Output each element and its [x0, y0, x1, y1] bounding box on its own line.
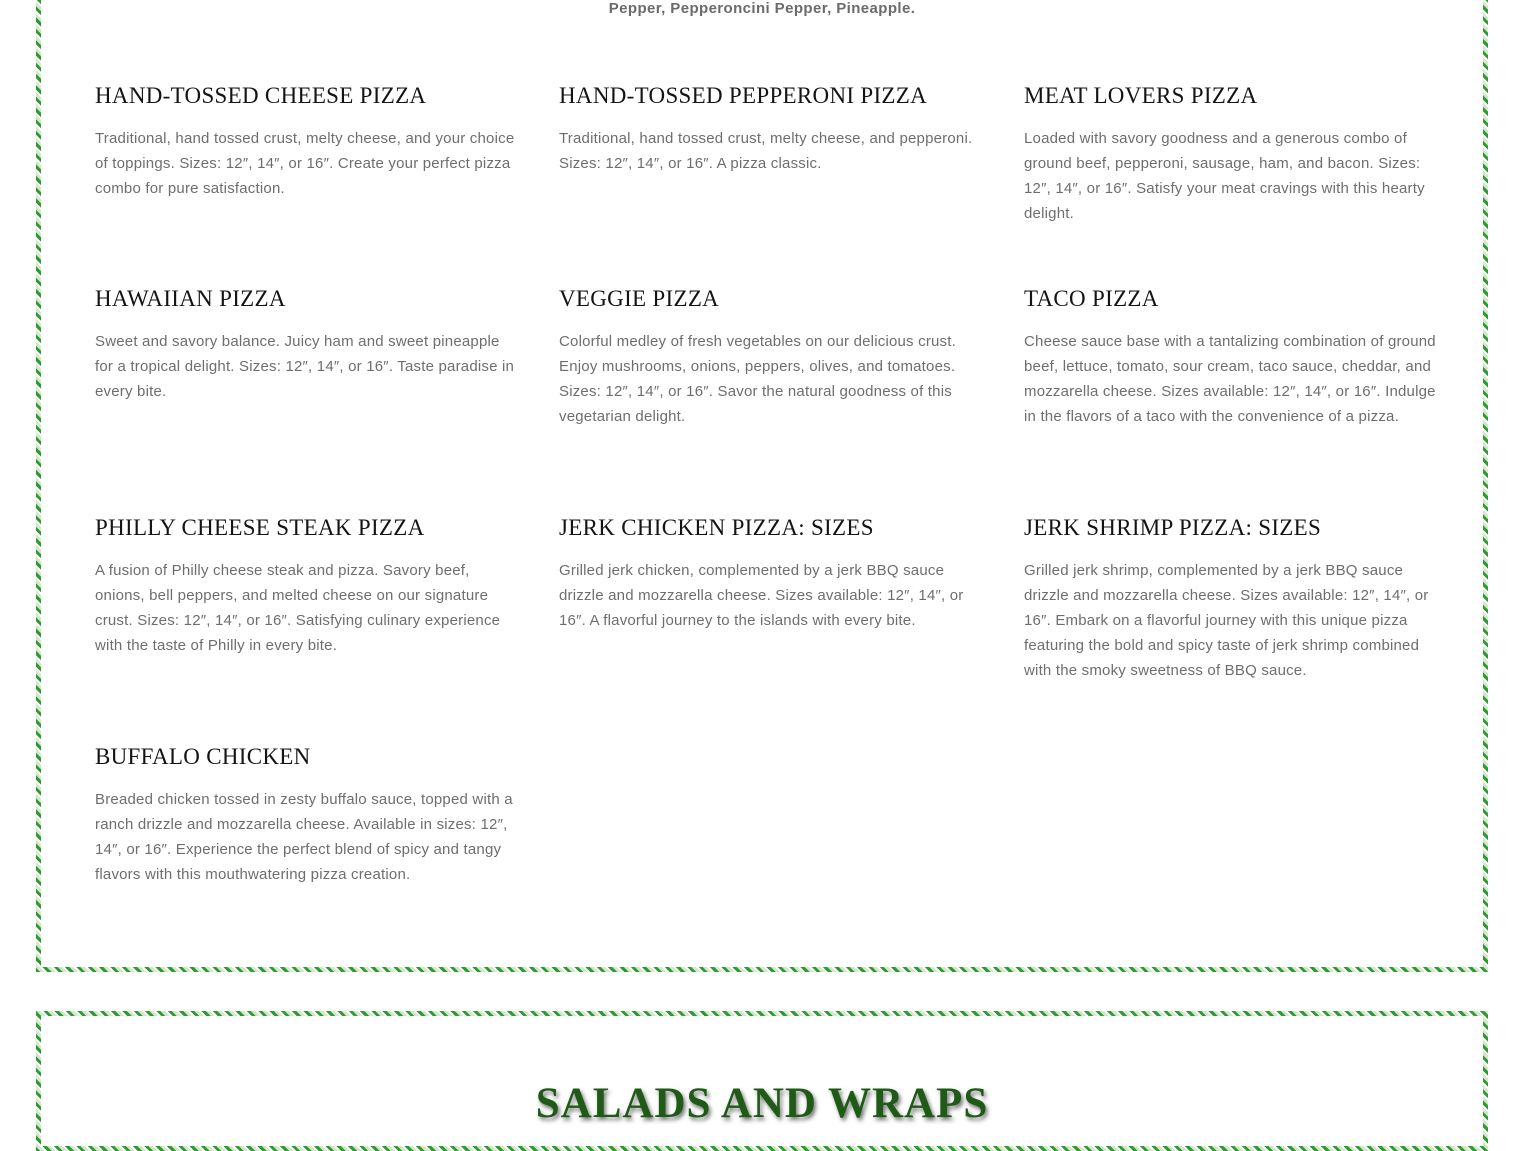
- pizza-menu-panel: [36, 0, 1488, 972]
- toppings-note: Pepper, Pepperoncini Pepper, Pineapple.: [608, 0, 916, 17]
- menu-item-title: TACO PIZZA: [1024, 286, 1159, 311]
- salads-wraps-panel: [36, 1011, 1488, 1151]
- menu-item-description: Colorful medley of fresh vegetables on our delicious crust. Enjoy mushrooms, onions, peppers, olives, and tomatoes. Sizes: 12″, 14″, or 16″. Savor the natural goodness of this vegetarian delight.: [559, 333, 956, 425]
- menu-item-veggie: [559, 285, 979, 429]
- menu-item-hand-tossed-cheese: [95, 82, 515, 201]
- menu-item-philly-cheese-steak: [95, 514, 515, 658]
- menu-item-hawaiian: [95, 285, 515, 404]
- section-title: SALADS AND WRAPS: [535, 1080, 989, 1127]
- menu-item-title: HAND-TOSSED PEPPERONI PIZZA: [559, 83, 928, 108]
- menu-item-description: Loaded with savory goodness and a generous combo of ground beef, pepperoni, sausage, ham, and bacon. Sizes: 12″, 14″, or 16″. Satisfy your meat cravings with this hearty delight.: [1024, 130, 1425, 222]
- menu-item-description: Grilled jerk shrimp, complemented by a jerk BBQ sauce drizzle and mozzarella cheese. Sizes available: 12″, 14″, or 16″. Embark on a flavorful journey with this unique pizza featuring the bold and spicy taste of jerk shrimp combined with the smoky sweetness of BBQ sauce.: [1024, 562, 1429, 679]
- menu-item-description: Traditional, hand tossed crust, melty cheese, and your choice of toppings. Sizes: 12″, 14″, or 16″. Create your perfect pizza combo for pure satisfaction.: [95, 130, 515, 197]
- menu-item-hand-tossed-pepperoni: [559, 82, 979, 176]
- menu-item-description: Grilled jerk chicken, complemented by a jerk BBQ sauce drizzle and mozzarella cheese. Sizes available: 12″, 14″, or 16″. A flavorful journey to the islands with every bite.: [559, 562, 964, 629]
- menu-item-jerk-chicken: [559, 514, 979, 633]
- menu-item-title: HAWAIIAN PIZZA: [95, 286, 286, 311]
- menu-item-title: VEGGIE PIZZA: [559, 286, 720, 311]
- menu-item-title: PHILLY CHEESE STEAK PIZZA: [95, 515, 425, 540]
- menu-item-title: BUFFALO CHICKEN: [95, 744, 311, 769]
- menu-item-title: JERK CHICKEN PIZZA: SIZES: [559, 515, 874, 540]
- menu-item-title: HAND-TOSSED CHEESE PIZZA: [95, 83, 427, 108]
- menu-item-description: Breaded chicken tossed in zesty buffalo sauce, topped with a ranch drizzle and mozzarella cheese. Available in sizes: 12″, 14″, or 16″. Experience the perfect blend of spicy and tangy flavors with this mouthwatering pizza creation.: [95, 791, 513, 883]
- menu-item-jerk-shrimp: [1024, 514, 1444, 683]
- menu-item-description: Cheese sauce base with a tantalizing combination of ground beef, lettuce, tomato, sour cream, taco sauce, cheddar, and mozzarella cheese. Sizes available: 12″, 14″, or 16″. Indulge in the flavors of a taco with the convenience of a pizza.: [1024, 333, 1436, 425]
- menu-item-description: Sweet and savory balance. Juicy ham and sweet pineapple for a tropical delight. Sizes: 12″, 14″, or 16″. Taste paradise in every bite.: [95, 333, 515, 400]
- menu-item-title: JERK SHRIMP PIZZA: SIZES: [1024, 515, 1322, 540]
- menu-item-meat-lovers: [1024, 82, 1444, 226]
- menu-item-buffalo-chicken: [95, 743, 515, 887]
- menu-item-taco: [1024, 285, 1444, 429]
- menu-item-description: Traditional, hand tossed crust, melty cheese, and pepperoni. Sizes: 12″, 14″, or 16″. A pizza classic.: [559, 130, 973, 172]
- menu-item-title: MEAT LOVERS PIZZA: [1024, 83, 1258, 108]
- menu-item-description: A fusion of Philly cheese steak and pizza. Savory beef, onions, bell peppers, and melted cheese on our signature crust. Sizes: 12″, 14″, or 16″. Satisfying culinary experience with the taste of Philly in every bite.: [95, 562, 501, 654]
